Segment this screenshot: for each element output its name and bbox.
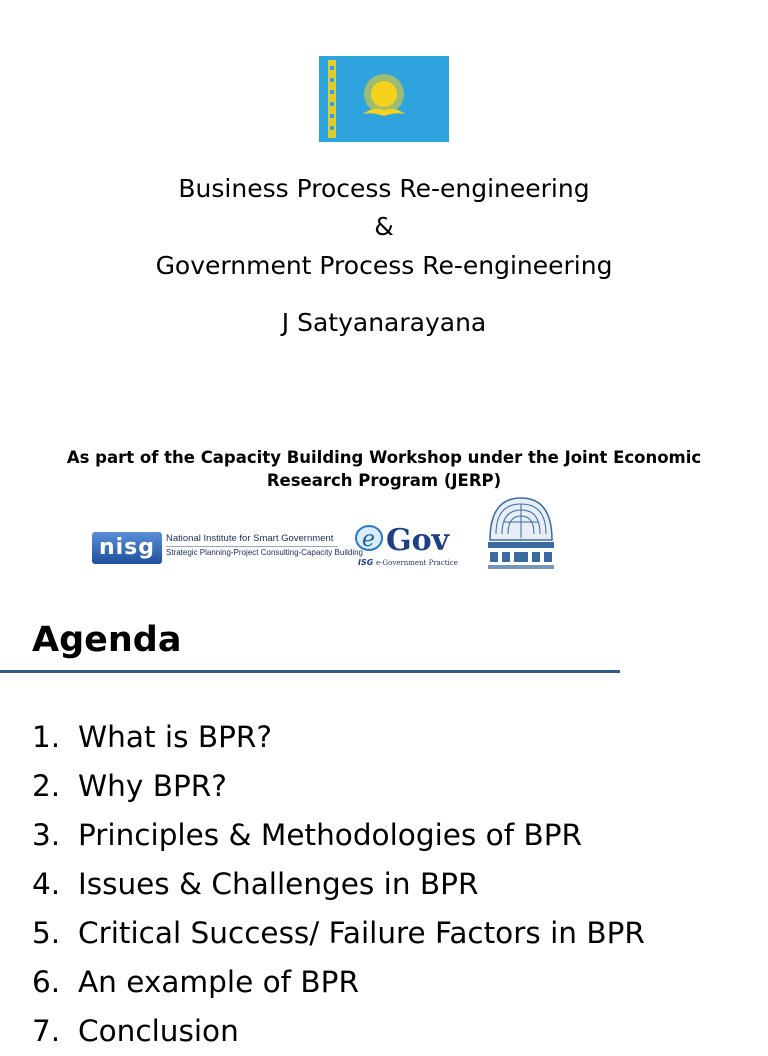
- list-item-text: Principles & Methodologies of BPR: [78, 818, 582, 852]
- list-item: [32, 860, 645, 909]
- list-item-number: 5.: [32, 916, 61, 950]
- list-item-text: Issues & Challenges in BPR: [78, 867, 479, 901]
- author-name: J Satyanarayana: [281, 308, 487, 337]
- agenda-divider: [0, 670, 620, 673]
- list-item-number: 2.: [32, 769, 61, 803]
- list-item-number: 3.: [32, 818, 61, 852]
- egov-e-letter: e: [362, 527, 376, 552]
- list-item-number: 7.: [32, 1014, 61, 1048]
- title-ampersand: &: [374, 212, 394, 241]
- nisg-divider: [166, 546, 338, 547]
- nisg-name: National Institute for Smart Government: [166, 533, 334, 544]
- agenda-title: Agenda: [32, 620, 182, 660]
- egov-gov-text: Gov: [386, 523, 450, 558]
- egov-isg: ISG: [358, 558, 374, 567]
- egov-practice: e-Government Practice: [376, 559, 458, 567]
- nisg-mark: nisg: [92, 532, 162, 564]
- list-item-text: Critical Success/ Failure Factors in BPR: [78, 916, 645, 950]
- institute-emblem-logo: [484, 494, 558, 572]
- list-item-text: Conclusion: [78, 1014, 239, 1048]
- list-item: [32, 958, 645, 1007]
- list-item: [32, 1007, 645, 1056]
- list-item-number: 4.: [32, 867, 61, 901]
- workshop-line-1: As part of the Capacity Building Workshop under the Joint Economic: [66, 448, 702, 467]
- workshop-line-2: Research Program (JERP): [266, 471, 502, 490]
- list-item: [32, 762, 645, 811]
- nisg-logo: [88, 526, 363, 570]
- egov-logo: [354, 520, 464, 568]
- list-item-number: 6.: [32, 965, 61, 999]
- list-item-number: 1.: [32, 720, 61, 754]
- title-line-1: Business Process Re-engineering: [178, 174, 590, 203]
- agenda-list: [32, 713, 645, 1056]
- list-item-text: What is BPR?: [78, 720, 273, 754]
- list-item: [32, 811, 645, 860]
- nisg-tagline: Strategic Planning-Project Consulting-Capacity Building: [166, 548, 363, 557]
- title-line-2: Government Process Re-engineering: [155, 251, 613, 280]
- list-item-text: Why BPR?: [78, 769, 227, 803]
- list-item: [32, 713, 645, 762]
- kazakhstan-flag-icon: [319, 56, 449, 142]
- list-item: [32, 909, 645, 958]
- list-item-text: An example of BPR: [78, 965, 359, 999]
